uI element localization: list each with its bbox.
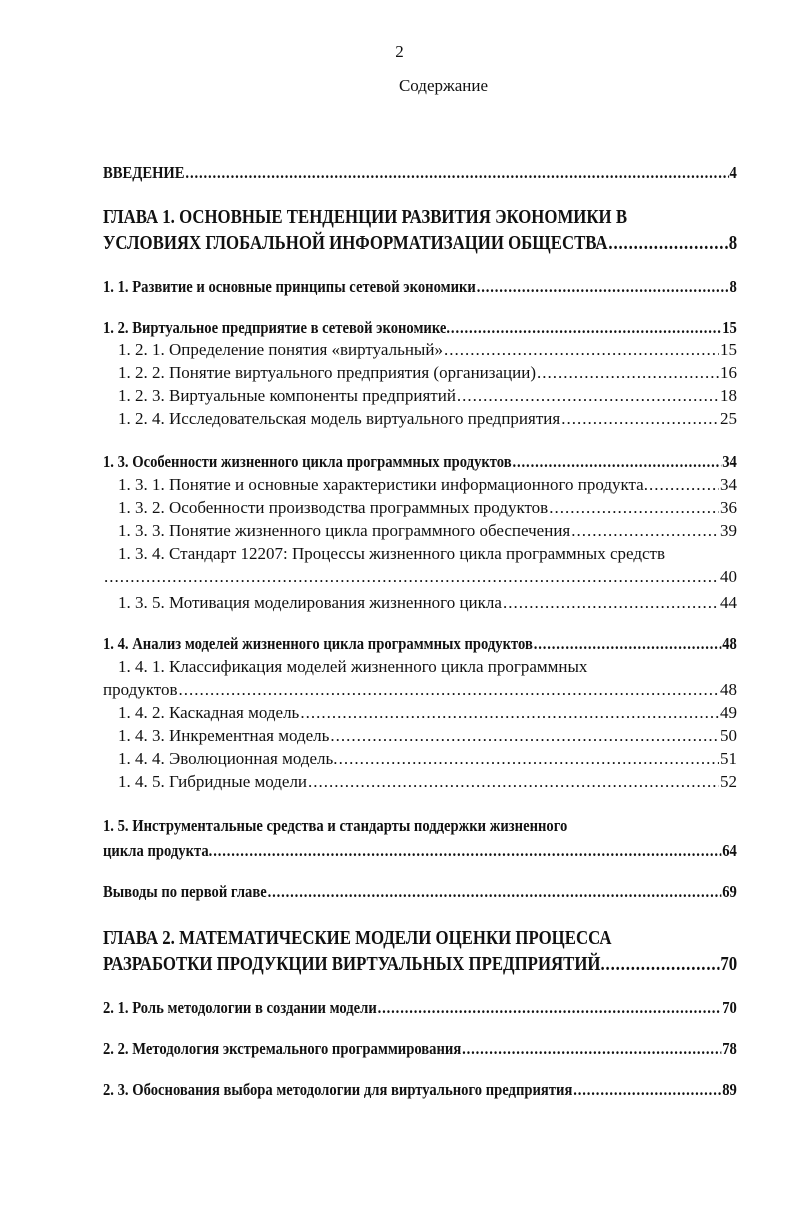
toc-entry-1-4-2[interactable]	[118, 702, 737, 723]
toc-entry-title: 1. 3. 1. Понятие и основные характеристики информационного продукта.	[118, 475, 648, 494]
page-title: Содержание	[398, 76, 489, 95]
toc-entry-title: 1. 3. Особенности жизненного цикла программных продуктов	[103, 452, 512, 471]
toc-entry-page: 18	[720, 386, 737, 405]
leader-dots	[537, 362, 719, 383]
toc-entry-title: 2. 1. Роль методологии в создании модели	[103, 998, 377, 1017]
leader-dots	[649, 474, 719, 495]
toc-entry-page: 51	[720, 749, 737, 768]
toc-entry-page: 4	[729, 163, 737, 182]
toc-entry-title: ГЛАВА 1. ОСНОВНЫЕ ТЕНДЕНЦИИ РАЗВИТИЯ ЭКОНОМИКИ В	[103, 206, 628, 228]
toc-entry-title: 1. 4. 5. Гибридные модели	[118, 772, 308, 791]
toc-chapter-1[interactable]	[103, 233, 737, 254]
leader-dots	[451, 317, 721, 338]
leader-dots	[308, 771, 719, 792]
leader-dots	[378, 997, 722, 1018]
toc-entry-page: 34	[720, 475, 737, 494]
toc-entry-title: 1. 2. 3. Виртуальные компоненты предприятий	[118, 386, 456, 405]
leader-dots	[549, 497, 719, 518]
leader-dots	[213, 840, 721, 861]
toc-entry-title: 2. 2. Методология экстремального программирования	[103, 1039, 462, 1058]
leader-dots	[444, 339, 719, 360]
leader-dots	[104, 566, 719, 587]
leader-dots	[573, 1079, 721, 1100]
toc-entry-title: Выводы по первой главе	[103, 882, 267, 901]
leader-dots	[300, 702, 719, 723]
toc-entry-title: ВВЕДЕНИЕ	[103, 163, 185, 182]
leader-dots	[457, 385, 719, 406]
toc-entry-title: 1. 3. 5. Мотивация моделирования жизненного цикла	[118, 593, 502, 612]
toc-entry-1-3-1[interactable]	[118, 474, 737, 495]
toc-entry-1-4-5[interactable]	[118, 771, 737, 792]
toc-entry-title: 1. 3. 2. Особенности производства программных продуктов	[118, 498, 549, 517]
toc-entry-2-1[interactable]	[103, 997, 737, 1018]
toc-entry-1-4-1[interactable]	[103, 679, 737, 700]
toc-entry-1-2-3[interactable]	[118, 385, 737, 406]
toc-entry-1-4-4[interactable]	[118, 748, 737, 769]
toc-entry-page: 8	[728, 232, 738, 254]
leader-dots	[513, 451, 722, 472]
toc-entry-page: 70	[720, 953, 738, 975]
leader-dots	[608, 233, 728, 254]
toc-entry-1-2-4[interactable]	[118, 408, 737, 429]
toc-entry-page: 50	[720, 726, 737, 745]
toc-chapter-1-line1[interactable]	[103, 207, 737, 228]
toc-entry-page: 44	[720, 593, 737, 612]
toc-entry-title: РАЗРАБОТКИ ПРОДУКЦИИ ВИРТУАЛЬНЫХ ПРЕДПРИЯТИЙ.	[103, 953, 605, 975]
toc-entry-conclusions-1[interactable]	[103, 881, 737, 902]
toc-entry-1-2-1[interactable]	[118, 339, 737, 360]
toc-entry-page: 48	[720, 680, 737, 699]
toc-entry-1-3-2[interactable]	[118, 497, 737, 518]
toc-entry-page: 52	[720, 772, 737, 791]
toc-entry-1-5-line1[interactable]	[103, 815, 737, 836]
toc-entry-1-4-3[interactable]	[118, 725, 737, 746]
leader-dots	[534, 633, 722, 654]
toc-entry-2-2[interactable]	[103, 1038, 737, 1059]
toc-entry-title: ГЛАВА 2. МАТЕМАТИЧЕСКИЕ МОДЕЛИ ОЦЕНКИ ПРОЦЕССА	[103, 927, 612, 949]
toc-entry-page: 64	[722, 841, 737, 860]
toc-entry-1-3-3[interactable]	[118, 520, 737, 541]
toc-entry-page: 15	[722, 318, 737, 337]
leader-dots	[561, 408, 719, 429]
toc-entry-page: 8	[729, 277, 737, 296]
toc-entry-1-4-1-line1[interactable]	[118, 656, 737, 677]
page-number: 2	[395, 42, 404, 61]
leader-dots	[571, 520, 719, 541]
toc-chapter-2[interactable]	[103, 954, 737, 975]
toc-entry-title: 1. 2. 1. Определение понятия «виртуальный»	[118, 340, 443, 359]
toc-entry-title: 1. 2. 2. Понятие виртуального предприятия (организации)	[118, 363, 536, 382]
toc-entry-title: 1. 2. 4. Исследовательская модель виртуального предприятия	[118, 409, 561, 428]
toc-entry-page: 36	[720, 498, 737, 517]
toc-entry-title: 1. 4. 1. Классификация моделей жизненного цикла программных	[118, 657, 588, 676]
toc-entry-title: 1. 3. 4. Стандарт 12207: Процессы жизненного цикла программных средств	[118, 544, 665, 563]
leader-dots	[179, 679, 719, 700]
toc-entry-page: 25	[720, 409, 737, 428]
leader-dots	[606, 954, 720, 975]
toc-entry-page: 70	[722, 998, 737, 1017]
leader-dots	[268, 881, 722, 902]
toc-entry-1-3[interactable]	[103, 451, 737, 472]
toc-entry-2-3[interactable]	[103, 1079, 737, 1100]
toc-entry-page: 34	[722, 452, 737, 471]
toc-entry-page: 39	[720, 521, 737, 540]
toc-chapter-2-line1[interactable]	[103, 928, 737, 949]
leader-dots	[339, 748, 719, 769]
toc-entry-title: продуктов	[103, 680, 178, 699]
toc-entry-page: 40	[720, 567, 737, 586]
toc-entry-title: цикла продукта.	[103, 841, 213, 860]
toc-entry-page: 16	[720, 363, 737, 382]
toc-entry-page: 69	[722, 882, 737, 901]
toc-entry-1-5[interactable]	[103, 840, 737, 861]
leader-dots	[185, 162, 728, 183]
toc-entry-title: 1. 4. 4. Эволюционная модель.	[118, 749, 338, 768]
toc-entry-title: УСЛОВИЯХ ГЛОБАЛЬНОЙ ИНФОРМАТИЗАЦИИ ОБЩЕСТВА	[103, 232, 608, 254]
toc-entry-1-4[interactable]	[103, 633, 737, 654]
toc-entry-title: 1. 5. Инструментальные средства и стандарты поддержки жизненного	[103, 816, 568, 835]
leader-dots	[477, 276, 729, 297]
toc-entry-page: 15	[720, 340, 737, 359]
toc-entry-page: 49	[720, 703, 737, 722]
toc-entry-1-2[interactable]	[103, 317, 737, 338]
toc-entry-title: 1. 4. Анализ моделей жизненного цикла программных продуктов	[103, 634, 533, 653]
toc-entry-1-3-4[interactable]	[103, 566, 737, 587]
leader-dots	[330, 725, 719, 746]
toc-entry-page: 89	[722, 1080, 737, 1099]
toc-entry-1-2-2[interactable]	[118, 362, 737, 383]
toc-entry-1-3-4-line1[interactable]	[118, 543, 737, 564]
toc-entry-title: 1. 2. Виртуальное предприятие в сетевой экономике.	[103, 318, 451, 337]
toc-entry-intro[interactable]	[103, 162, 737, 183]
toc-entry-1-1[interactable]	[103, 276, 737, 297]
leader-dots	[462, 1038, 721, 1059]
toc-entry-title: 1. 1. Развитие и основные принципы сетевой экономики	[103, 277, 476, 296]
toc-entry-title: 1. 4. 2. Каскадная модель	[118, 703, 300, 722]
toc-entry-title: 2. 3. Обоснования выбора методологии для виртуального предприятия	[103, 1080, 573, 1099]
toc-entry-title: 1. 4. 3. Инкрементная модель	[118, 726, 330, 745]
toc-entry-page: 48	[722, 634, 737, 653]
leader-dots	[503, 592, 719, 613]
toc-entry-page: 78	[722, 1039, 737, 1058]
toc-entry-1-3-5[interactable]	[118, 592, 737, 613]
toc-entry-title: 1. 3. 3. Понятие жизненного цикла программного обеспечения	[118, 521, 571, 540]
